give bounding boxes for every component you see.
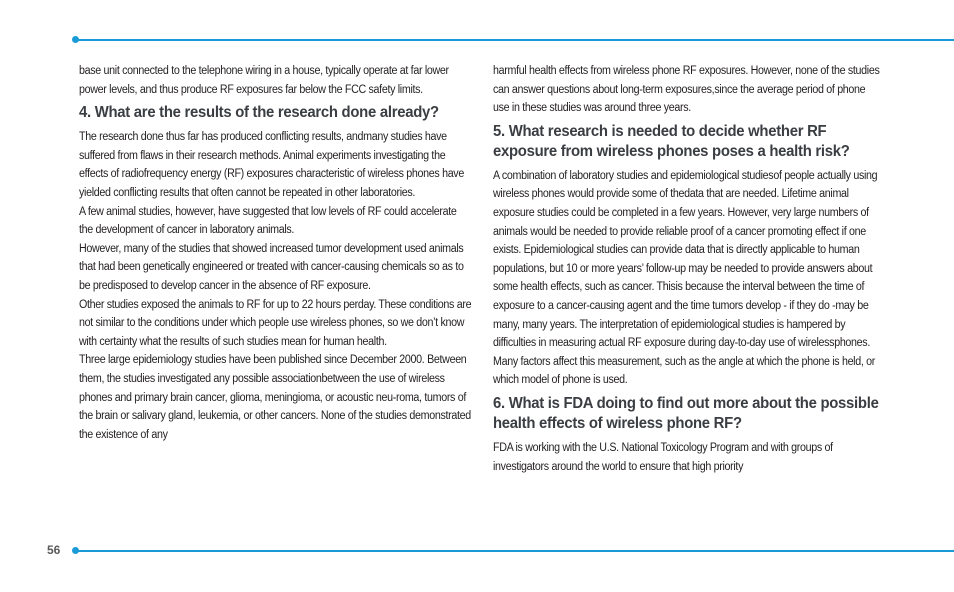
section-heading: 5. What research is needed to decide whether RF exposure from wireless phones poses a health risk? xyxy=(493,122,850,160)
section-heading: 6. What is FDA doing to find out more about the possible health effects of wireless phone RF? xyxy=(493,394,879,432)
page-number: 56 xyxy=(47,543,61,557)
left-column xyxy=(79,62,474,444)
paragraph: A few animal studies, however, have suggested that low levels of RF could accelerate the development of cancer in laboratory animals. xyxy=(79,205,457,237)
paragraph: The research done thus far has produced conflicting results, andmany studies have suffered from flaws in their research methods. Animal experiments investigating the effects of radiofrequency energy (RF) exposures characteristic of wireless phones have yielded conflicting results that often cannot be repeated in other laboratories. xyxy=(79,131,464,199)
paragraph: FDA is working with the U.S. National Toxicology Program and with groups of investigators around the world to ensure that high priority xyxy=(493,441,833,473)
top-rule xyxy=(76,39,954,41)
paragraph: Three large epidemiology studies have been published since December 2000. Between them, the studies investigated any possible associationbetween the use of wireless phones and primary brain cancer, glioma, meningioma, or acoustic neu-roma, tumors of the brain or salivary gland, leukemia, or other cancers. None of the studies demonstrated the existence of any xyxy=(79,354,471,441)
right-column xyxy=(493,62,885,476)
paragraph: A combination of laboratory studies and epidemiological studiesof people actually using wireless phones would provide some of thedata that are needed. Lifetime animal exposure studies could be completed in a few years. However, very large numbers of animals would be needed to provide reliable proof of a cancer promoting effect if one exists. Epidemiological studies can provide data that is directly applicable to human populations, but 10 or more years’ follow-up may be needed to provide answers about some health effects, such as cancer. Thisis because the interval between the time of exposure to a cancer-causing agent and the time tumors develop - if they do -may be many, many years. The interpretation of epidemiological studies is hampered by difficulties in measuring actual RF exposure during day-to-day use of wirelessphones. Many factors affect this measurement, such as the angle at which the phone is held, or which model of phone is used. xyxy=(493,169,878,387)
section-heading: 4. What are the results of the research done already? xyxy=(79,104,439,122)
paragraph: Other studies exposed the animals to RF for up to 22 hours perday. These conditions are not similar to the conditions under which people use wireless phones, so we don’t know with certainty what the results of such studies mean for human health. xyxy=(79,298,472,348)
paragraph: However, many of the studies that showed increased tumor development used animals that had been genetically engineered or treated with cancer-causing chemicals so as to be predisposed to develop cancer in the absence of RF exposure. xyxy=(79,242,464,292)
bottom-rule xyxy=(76,550,954,552)
paragraph: harmful health effects from wireless phone RF exposures. However, none of the studies can answer questions about long-term exposures,since the average period of phone use in these studies was around three years. xyxy=(493,65,880,115)
paragraph: base unit connected to the telephone wiring in a house, typically operate at far lower power levels, and thus produce RF exposures far below the FCC safety limits. xyxy=(79,65,449,96)
